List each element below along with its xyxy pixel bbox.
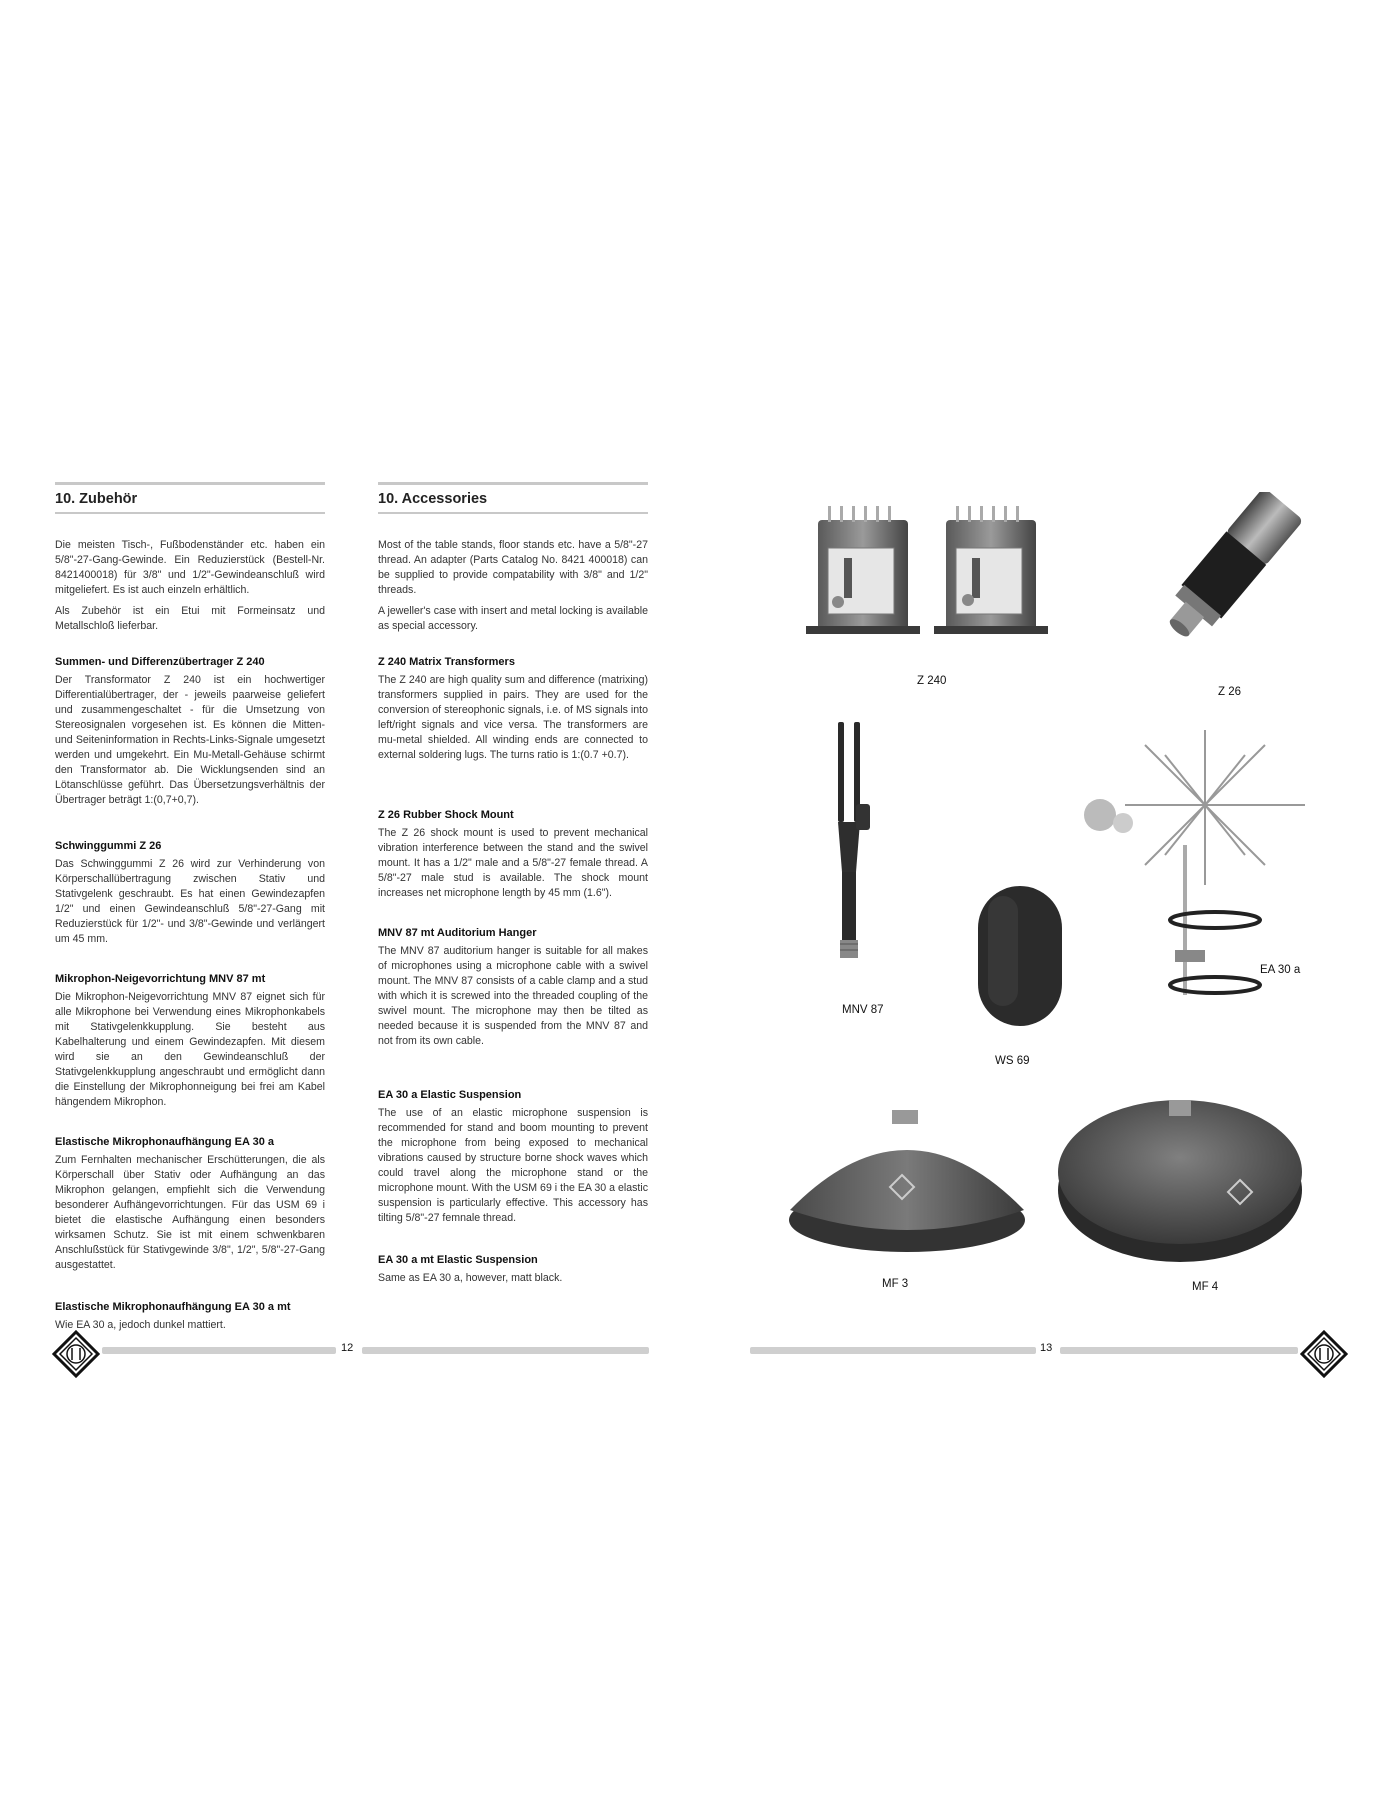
footer-rule-left-1 <box>102 1347 336 1354</box>
english-title: 10. Accessories <box>378 491 488 507</box>
english-section-text: The Z 26 shock mount is used to prevent mechanical vibration interference between the stand and the swivel mount. It has a 1/2" male and a 5/8"-27 female thread. A 5/8"-27 male stud is available. The shock mount increases net microphone length by 45 mm (1.6"). <box>378 827 648 899</box>
mf3-label: MF 3 <box>882 1278 909 1290</box>
english-section-text: The MNV 87 auditorium hanger is suitable for all makes of microphones using a microphone cable with a swivel mount. The MNV 87 consists of a cable clamp and a stud with which it is screwed into the threaded coupling of the swivel mount. The microphone may then be tilted as needed because it is suspended from the MNV 87 and not from its own cable. <box>378 945 648 1047</box>
english-section-text: The Z 240 are high quality sum and difference (matrixing) transformers supplied in pairs. They are used for the conversion of stereophonic signals, i.e. of MS signals into left/right signals and vice versa. The transformers are mu-metal shielded. All winding ends are connected to external soldering lugs. The turns ratio is 1:(0.7 +0.7). <box>378 674 648 761</box>
german-section-text: Zum Fernhalten mechanischer Erschütterungen, die als Körperschall über Stativ oder Aufhängung an das Mikrophon gelangen, empfiehlt sich die Verwendung besonderer Aufhängevorrichtungen. Für das USM 69 i bietet die elastische Aufhängung einen besonders wirksamen Schutz. Sie ist mit einem schwenkbaren Anschlußstück für Stativgewinde 3/8", 1/2", 5/8"-27-Gang ausgestattet. <box>55 1154 325 1271</box>
footer-rule-right-1 <box>750 1347 1036 1354</box>
mf3-base-photo <box>782 1100 1032 1260</box>
german-title: 10. Zubehör <box>55 491 138 507</box>
english-section-heading: EA 30 a Elastic Suspension <box>378 1089 522 1101</box>
german-section-text: Wie EA 30 a, jedoch dunkel mattiert. <box>55 1319 226 1331</box>
ws69-label: WS 69 <box>995 1055 1030 1067</box>
ea30a-label: EA 30 a <box>1260 964 1301 976</box>
english-intro-2: A jeweller's case with insert and metal locking is available as special accessory. <box>378 605 648 632</box>
z26-label: Z 26 <box>1218 686 1242 698</box>
neumann-logo-icon <box>52 1330 100 1378</box>
mnv87-label: MNV 87 <box>842 1004 884 1016</box>
heading-rule <box>55 482 325 485</box>
german-intro-2: Als Zubehör ist ein Etui mit Formeinsatz und Metallschloß lieferbar. <box>55 605 325 632</box>
german-section-heading: Elastische Mikrophonaufhängung EA 30 a <box>55 1136 275 1148</box>
german-section-heading: Mikrophon-Neigevorrichtung MNV 87 mt <box>55 973 266 985</box>
mnv87-hanger-photo <box>820 722 880 972</box>
ea30a-suspension-photo <box>1065 725 1315 1005</box>
english-column <box>378 482 648 1292</box>
footer-rule-right-2 <box>1060 1347 1298 1354</box>
page-number-right: 13 <box>1040 1342 1053 1354</box>
footer-rule-left-2 <box>362 1347 649 1354</box>
german-section-text: Die Mikrophon-Neigevorrichtung MNV 87 eignet sich für alle Mikrophone bei Verwendung eines Mikrophonkabels mit Stativgelenkkupplung. Sie besteht aus Kabelhalterung und einem Gewindezapfen. Mit diesem wird sie an den Gewindeanschluß der Stativgelenkkupplung angeschraubt und ermöglicht dann die Einstellung der Mikrophonneigung bei frei am Kabel hängendem Mikrophon. <box>55 991 325 1108</box>
english-intro-1: Most of the table stands, floor stands etc. have a 5/8"-27 thread. An adapter (Parts Catalog No. 8421 400018) can be supplied to provide compatability with 3/8" and 1/2" threads. <box>378 539 648 596</box>
german-intro-1: Die meisten Tisch-, Fußbodenständer etc. haben ein 5/8"-27-Gang-Gewinde. Ein Reduzierstück (Bestell-Nr. 8421400018) für 3/8" und 1/2"-Gewindeanschluß wird mitgeliefert. Es ist auch einzeln erhältlich. <box>55 539 325 596</box>
german-column <box>55 482 325 1339</box>
english-section-text: The use of an elastic microphone suspension is recommended for stand and boom mounting to prevent the microphone from being exposed to mechanical vibrations caused by structure borne shock waves which could travel along the microphone stand or the microphone mount. With the USM 69 i the EA 30 a elastic suspension is particularly effective. This accessory has tilting 5/8"-27 femnale thread. <box>378 1107 648 1224</box>
page-number-left: 12 <box>341 1342 354 1354</box>
english-section-heading: MNV 87 mt Auditorium Hanger <box>378 927 537 939</box>
english-section-heading: Z 26 Rubber Shock Mount <box>378 809 514 821</box>
english-section-heading: EA 30 a mt Elastic Suspension <box>378 1254 538 1266</box>
heading-rule <box>378 482 648 485</box>
german-section-heading: Summen- und Differenzübertrager Z 240 <box>55 656 265 668</box>
mf4-base-photo <box>1055 1080 1305 1270</box>
german-section-heading: Elastische Mikrophonaufhängung EA 30 a mt <box>55 1301 291 1313</box>
ws69-windscreen-photo <box>970 882 1070 1032</box>
german-section-heading: Schwinggummi Z 26 <box>55 840 162 852</box>
neumann-logo-icon <box>1300 1330 1348 1378</box>
german-section-text: Der Transformator Z 240 ist ein hochwertiger Differentialübertrager, der - jeweils paarweise geliefert und zusammengeschaltet - für die Umsetzung von Stereosignalen vorgesehen ist. Es können die Mitten- und Seiteninformation in Rechts-Links-Signale umgesetzt werden und umgekehrt. Ein Mu-Metall-Gehäuse schirmt den Transformator ab. Die Wicklungsenden sind an Lötanschlüsse geführt. Das Übersetzungsverhältnis der Übertrager beträgt 1:(0,7+0,7). <box>55 674 325 806</box>
z240-label: Z 240 <box>917 675 947 687</box>
z26-shock-mount-photo <box>1140 492 1310 652</box>
english-section-heading: Z 240 Matrix Transformers <box>378 656 515 668</box>
english-section-text: Same as EA 30 a, however, matt black. <box>378 1272 563 1284</box>
german-section-text: Das Schwinggummi Z 26 wird zur Verhinderung von Körperschallübertragung zwischen Stativ und Stativgelenk geschraubt. Es hat einen Gewindezapfen 1/2" und einen Gewindeanschluß 5/8"-27-Gang mit Reduzierstück für 1/2"- und 3/8"-Gewinde und verlängert um 45 mm. <box>55 858 325 945</box>
z240-transformers-photo <box>800 500 1050 650</box>
mf4-label: MF 4 <box>1192 1281 1219 1293</box>
